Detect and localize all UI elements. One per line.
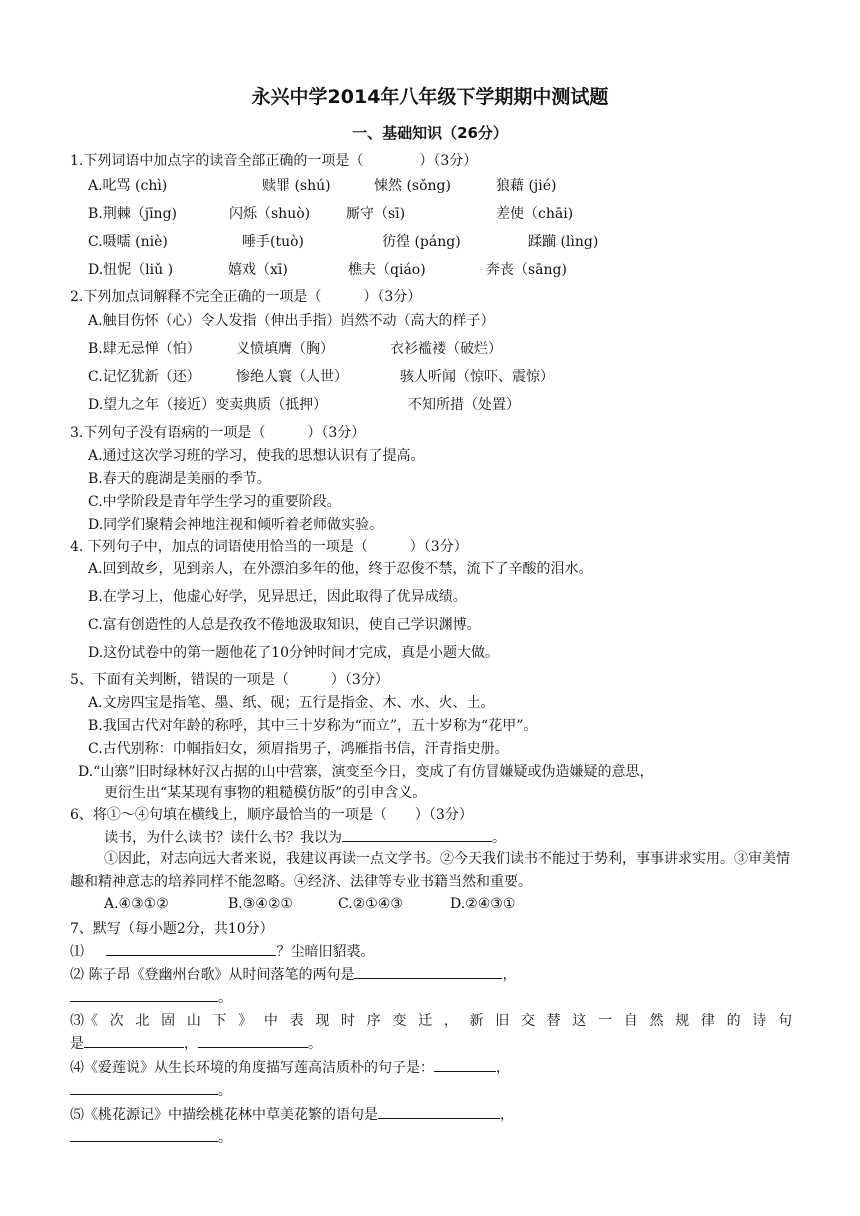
q7-item-4-blank-2[interactable] [70,1080,218,1095]
q2-option-c-2: 惨绝人寰（人世） [236,369,348,385]
q7-item-3-char: 表 [289,1013,304,1029]
q7-item-2-period: 。 [218,990,232,1006]
q7-item-1-blank[interactable] [106,941,276,956]
q7-item-3-line2 [70,1033,322,1053]
q3-option-a: A.通过这次学习班的学习，使我的思想认识有了提高。 [88,448,425,464]
q7-item-1 [70,941,374,961]
q7-item-3-char: 自 [623,1013,638,1029]
q7-item-3-char: 现 [315,1013,330,1029]
q7-item-4-comma: ， [496,1060,510,1076]
q7-item-1-tail: ？尘暗旧貂裘。 [276,944,375,960]
q4-option-a: A.回到故乡，见到亲人，在外漂泊多年的他，终于忍俊不禁，流下了辛酸的泪水。 [88,561,593,577]
q7-item-4-period: 。 [218,1083,232,1099]
q1-option-d-3: 樵夫（qiáo) [348,262,426,278]
q1-option-b-1: B.荆棘（jīng) [88,206,177,222]
q1-option-a-3: 悚然 (sǒng) [374,178,451,194]
q7-item-5-blank-1[interactable] [378,1104,500,1119]
q7-item-5-line2 [70,1127,232,1147]
q7-item-5-period: 。 [218,1130,232,1146]
q7-item-2-comma: ， [502,967,517,983]
q7-item-5-comma: ， [500,1107,514,1123]
q7-item-3-char: 下 [212,1013,227,1029]
q7-item-3-char: ⑶《 [70,1013,98,1029]
q7-item-3-char: 变 [392,1013,407,1029]
question-3-stem: 3.下列句子没有语病的一项是（ ）（3分） [70,425,366,441]
q7-item-3-char: 一 [598,1013,613,1029]
q7-item-3-line1 [70,1010,792,1030]
q3-option-c: C.中学阶段是青年学生学习的重要阶段。 [88,494,341,510]
q7-item-4-blank-1[interactable] [434,1057,496,1072]
q7-item-3-char: 然 [649,1013,664,1029]
q7-item-5-blank-2[interactable] [70,1127,218,1142]
q4-option-c: C.富有创造性的人总是孜孜不倦地汲取知识，使自己学识渊博。 [88,617,481,633]
q1-option-a-2: 赎罪 (shú) [262,178,331,194]
question-7-stem: 7、默写（每小题2分，共10分） [70,921,274,937]
q7-item-3-char: 北 [135,1013,150,1029]
q2-option-d-2: 不知所措（处置） [408,397,520,413]
q7-item-3-char: 固 [161,1013,176,1029]
q2-option-b-2: 义愤填膺（胸） [236,341,334,357]
q3-option-d: D.同学们聚精会神地注视和倾听着老师做实验。 [88,517,384,533]
q1-option-c-4: 蹂躏 (lìng) [528,234,599,250]
q1-option-d-1: D.忸怩（liǔ ) [88,262,174,278]
q7-item-4-text: ⑷《爱莲说》从生长环境的角度描写莲高洁质朴的句子是： [70,1060,434,1076]
q2-option-b-3: 衣衫褴褛（破烂） [390,341,502,357]
q1-option-a-4: 狼藉 (jié) [496,178,557,194]
q7-item-3-char: 句 [777,1013,792,1029]
q7-item-3-char: 中 [263,1013,278,1029]
q7-item-3-comma: ， [184,1036,198,1052]
q7-item-3-char: 律 [700,1013,715,1029]
q1-option-d-4: 奔丧（sāng) [486,262,567,278]
q7-item-3-colon: 是 [70,1036,84,1052]
q7-item-3-blank-2[interactable] [198,1033,308,1048]
q4-option-d: D.这份试卷中的第一题他花了10分钟时间才完成，真是小题大做。 [88,645,499,661]
question-1-stem: 1.下列词语中加点字的读音全部正确的一项是（ ）（3分） [70,153,478,169]
q7-item-3-char: 迁 [418,1013,433,1029]
q7-item-5-text: ⑸《桃花源记》中描绘桃花林中草美花繁的语句是 [70,1107,378,1123]
q1-option-b-4: 差使（chāi) [496,206,574,222]
q1-option-b-2: 闪烁（shuò) [229,206,311,222]
q2-option-d-1: D.望九之年（接近）变卖典质（抵押） [88,397,328,413]
q1-option-c-2: 唾手(tuò) [242,234,304,250]
q1-option-b-3: 厮守（sī) [346,206,406,222]
q7-item-3-char: 旧 [495,1013,510,1029]
q1-option-c-3: 彷徨 (páng) [382,234,461,250]
section-heading: 一、基础知识（26分） [352,124,508,142]
q1-option-c-1: C.嗫嚅 (niè) [88,234,168,250]
q5-option-d-line1: D.“山寨”旧时绿林好汉占据的山中营寨，演变至今日，变成了有仿冒嫌疑或伪造嫌疑的意思， [78,764,654,780]
q7-item-3-char: 这 [572,1013,587,1029]
q7-item-4-line2 [70,1080,232,1100]
q6-lead-text: 读书，为什么读书？读什么书？我以为 [104,830,342,846]
q6-option-a: A.④③①② [104,896,169,912]
q7-item-2-blank-1[interactable] [354,964,502,979]
q7-item-2 [70,964,516,984]
q2-option-c-1: C.记忆犹新（还） [88,369,201,385]
q5-option-b: B.我国古代对年龄的称呼，其中三十岁称为“而立”，五十岁称为“花甲”。 [88,718,538,734]
q7-item-3-char: 新 [469,1013,484,1029]
q5-option-d-line2: 更衍生出“某某现有事物的粗糙模仿版”的引申含义。 [104,785,427,801]
q7-item-3-char: 规 [675,1013,690,1029]
q4-option-b: B.在学习上，他虚心好学，见异思迁，因此取得了优异成绩。 [88,589,467,605]
q7-item-3-char: 诗 [752,1013,767,1029]
q7-item-3-period: 。 [308,1036,322,1052]
q1-option-d-2: 嬉戏（xī) [228,262,288,278]
q7-item-3-char: 替 [546,1013,561,1029]
page-title: 永兴中学2014年八年级下学期期中测试题 [251,86,609,108]
question-2-stem: 2.下列加点词解释不完全正确的一项是（ ）（3分） [70,289,422,305]
q2-option-a: A.触目伤怀（心）令人发指（伸出手指）岿然不动（高大的样子） [88,313,495,329]
q7-item-5 [70,1104,514,1124]
q7-item-1-number: ⑴ [70,944,84,960]
q7-item-3-char: 》 [238,1013,253,1029]
question-6-stem: 6、将①～④句填在横线上，顺序最恰当的一项是（ ）（3分） [70,807,473,823]
q6-option-b: B.③④②① [228,896,293,912]
q7-item-3-char: 时 [341,1013,356,1029]
q7-item-3-char: 的 [726,1013,741,1029]
q2-option-c-3: 骇人听闻（惊吓、震惊） [400,369,554,385]
q7-item-2-text: ⑵ 陈子昂《登幽州台歌》从时间落笔的两句是 [70,967,355,983]
q6-sentences-paragraph: ①因此，对志向远大者来说，我建议再读一点文学书。②今天我们读书不能过于势利，事事讲求实用。③审美情趣和精神意志的培养同样不能忽略。④经济、法律等专业书籍当然和重要。 [70,851,790,890]
q6-option-d: D.②④③① [450,896,516,912]
q3-option-b: B.春天的鹿湖是美丽的季节。 [88,471,271,487]
q6-lead-sentence [104,827,506,847]
q7-item-4 [70,1057,510,1077]
q6-option-c: C.②①④③ [338,896,403,912]
question-5-stem: 5、下面有关判断，错误的一项是（ ）（3分） [70,672,389,688]
q7-item-3-char: 山 [186,1013,201,1029]
q5-option-c: C.古代别称：巾帼指妇女，须眉指男子，鸿雁指书信，汗青指史册。 [88,741,509,757]
q7-item-3-char: 交 [520,1013,535,1029]
q1-option-a-1: A.叱骂 (chì) [88,178,168,194]
q6-answer-blank[interactable] [342,827,492,842]
q7-item-3-blank-1[interactable] [84,1033,184,1048]
q2-option-b-1: B.肆无忌惮（怕） [88,341,201,357]
q7-item-2-blank-2[interactable] [70,987,218,1002]
q7-item-3-char: 序 [366,1013,381,1029]
q7-item-3-char: 次 [109,1013,124,1029]
question-4-stem: 4. 下列句子中，加点的词语使用恰当的一项是（ ）（3分） [70,539,468,555]
q7-item-3-char: ， [443,1013,458,1029]
q6-lead-end: 。 [492,830,506,846]
q7-item-2-line2 [70,987,232,1007]
q5-option-a: A.文房四宝是指笔、墨、纸、砚；五行是指金、木、水、火、土。 [88,695,495,711]
